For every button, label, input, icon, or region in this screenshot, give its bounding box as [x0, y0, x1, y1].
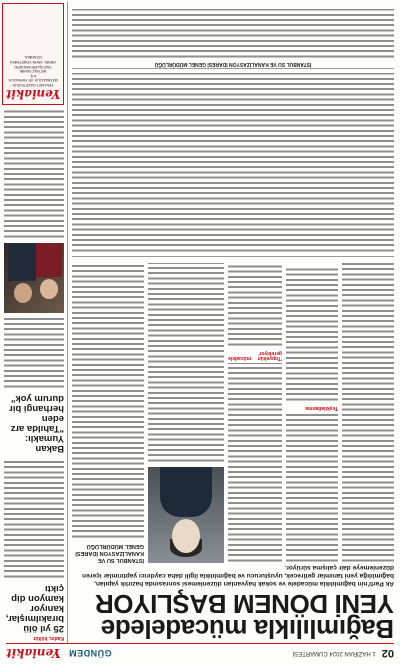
imprint-logo: Yeniakit: [5, 87, 61, 101]
text-block: [4, 317, 64, 389]
main-deck: Ak Parti'nin bağımlılıkla mücadele ve sokak hayvanları düzenlemesi sonrasında hazırlık yapılan, bağımlılığa yeni tanımlar getirecek, uyuşturucu ve bağımlılıkla ilgili daha caydırıcı yaptırımlar içeren düzenlemeye dair çalışma sürüyor.: [82, 564, 394, 587]
photo-figure: [36, 243, 62, 277]
sidebar-top-headline: 25 yıl ölü bırakılmışlar, kanıyor kamyon dip çıktı: [5, 583, 64, 634]
sidebar-bottom-body: [4, 317, 64, 389]
imprint-box: [2, 3, 64, 105]
main-photo: [148, 467, 224, 563]
imprint-line: İMTİYAZ SAHİBİ: [19, 69, 47, 74]
section-name: GÜNDEM: [68, 648, 112, 658]
imprint-line: YAZI İŞLERİ MÜDÜRÜ: [14, 64, 52, 69]
body-column-3: [228, 263, 282, 563]
photo-figure-face: [14, 283, 32, 303]
imprint-line: YENİ AKİT GAZETECİLİK: [12, 83, 54, 87]
text-block: [4, 109, 64, 239]
imprint-line: İSTANBUL: [24, 55, 42, 60]
text-block: [286, 267, 338, 402]
body-column-4: [148, 263, 224, 463]
issue-date: 1 HAZİRAN 2024 CUMARTESİ: [292, 650, 376, 656]
main-headline: Bağımlılıkla mücadelede YENİ DÖNEM BAŞLIYOR: [95, 589, 394, 644]
imprint-line: MATBAACILIK VE YAYINCILIK A.Ş.: [8, 73, 58, 83]
newspaper-logo: Yeniakit: [6, 646, 61, 660]
text-block: [4, 459, 64, 579]
sidebar-photo-body: [4, 109, 64, 239]
legal-notice: [72, 4, 394, 69]
photo-figure-body: [160, 467, 212, 517]
text-block: [342, 263, 394, 563]
sidebar-divider: [67, 2, 68, 643]
sidebar-bottom-headline: Bakan Yumaklı: "Tahılda arz eden herhangi bir durum yok": [9, 393, 64, 454]
photo-figure: [8, 243, 36, 281]
sidebar-kicker: Kadın, kültür: [33, 635, 64, 641]
text-block: [148, 263, 224, 463]
lower-text-region: [72, 69, 394, 257]
text-block: [72, 9, 394, 59]
text-block: [228, 363, 282, 563]
page-header: [6, 645, 394, 661]
text-block: [286, 413, 338, 563]
text-block: [72, 263, 144, 539]
photo-figure-face: [172, 519, 200, 553]
sidebar-photo: [4, 243, 64, 313]
imprint-line: GENEL YAYIN YÖNETMENİ: [10, 60, 56, 65]
sidebar-top-body: [4, 459, 64, 579]
text-block: [72, 73, 394, 253]
legal-notice-title: İSTANBUL SU VE KANALİZASYON İDARESİ GENEL MÜDÜRLÜĞÜ: [154, 61, 312, 67]
body-column-2: [286, 263, 338, 563]
announcement-body: [72, 263, 144, 539]
body-column-1: [342, 263, 394, 563]
announcement-title: İSTANBUL SU VE KANALİZASYON İDARESİ GENEL MÜDÜRLÜĞÜ: [75, 543, 144, 563]
page-number: 02: [381, 647, 394, 659]
subhead: 'Topyekün mücadele gerekiyor': [228, 349, 282, 361]
photo-figure-face: [40, 279, 58, 299]
subhead: Teşkilatlanma: [305, 405, 338, 411]
text-block: [228, 263, 282, 347]
